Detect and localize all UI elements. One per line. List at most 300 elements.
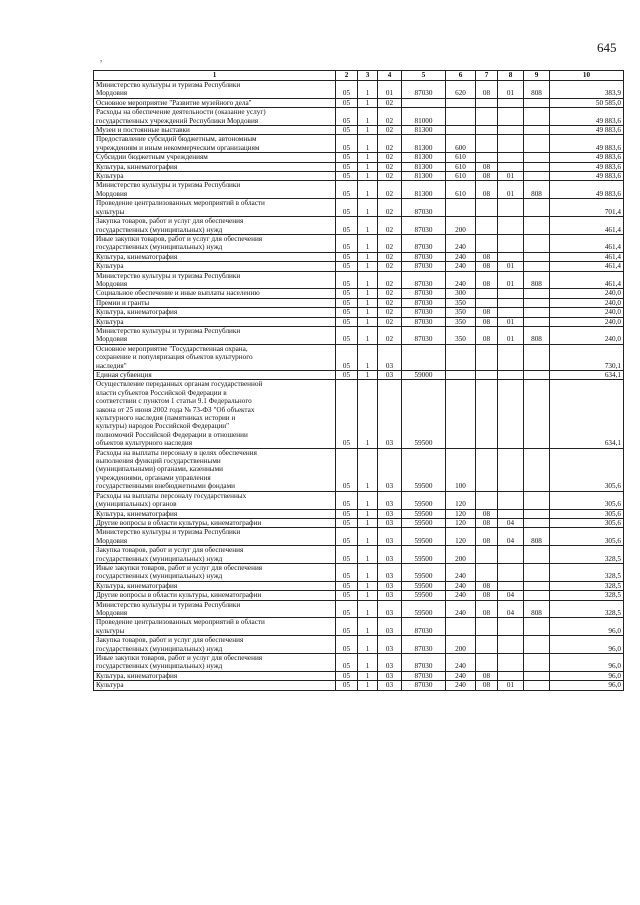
row-code-cell [524,98,550,107]
column-header: 9 [524,71,550,81]
row-code-cell: 1 [358,308,378,317]
table-row [94,199,624,217]
row-name-cell: Проведение централизованных мероприятий в области культуры [94,618,336,636]
table-row [94,271,624,289]
row-code-cell: 1 [358,326,378,344]
row-code-cell: 05 [336,153,358,162]
row-code-cell: 59500 [402,591,446,600]
row-code-cell [498,126,524,135]
row-name-cell: Министерство культуры и туризма Республики Мордовия [94,81,336,99]
row-code-cell: 1 [358,298,378,307]
row-code-cell: 05 [336,172,358,181]
table-row [94,563,624,581]
row-code-cell: 87030 [402,317,446,326]
row-code-cell: 03 [378,528,402,546]
row-code-cell: 240 [446,252,476,261]
row-code-cell [498,344,524,370]
table-row [94,380,624,448]
row-code-cell: 03 [378,563,402,581]
row-code-cell: 03 [378,344,402,370]
row-code-cell: 05 [336,344,358,370]
column-header: 5 [402,71,446,81]
row-code-cell [524,108,550,126]
row-code-cell: 03 [378,491,402,509]
row-code-cell: 808 [524,326,550,344]
row-code-cell: 05 [336,234,358,252]
row-code-cell: 01 [498,181,524,199]
row-code-cell: 05 [336,600,358,618]
row-code-cell: 87030 [402,252,446,261]
row-code-cell [524,344,550,370]
row-code-cell [498,491,524,509]
row-code-cell: 59000 [402,371,446,380]
row-code-cell: 120 [446,528,476,546]
row-code-cell [498,509,524,518]
row-code-cell: 1 [358,162,378,171]
row-code-cell: 05 [336,448,358,491]
row-code-cell: 350 [446,326,476,344]
row-amount-cell: 328,5 [550,546,624,564]
table-row [94,162,624,171]
row-amount-cell: 49 883,6 [550,126,624,135]
table-row [94,600,624,618]
row-code-cell [402,98,446,107]
row-code-cell: 02 [378,199,402,217]
table-row [94,298,624,307]
row-code-cell: 02 [378,308,402,317]
row-code-cell [446,618,476,636]
row-code-cell: 1 [358,518,378,527]
table-row [94,371,624,380]
row-code-cell: 808 [524,181,550,199]
row-amount-cell: 305,6 [550,518,624,527]
table-row [94,308,624,317]
row-code-cell: 05 [336,491,358,509]
row-code-cell: 808 [524,81,550,99]
row-code-cell: 1 [358,108,378,126]
row-name-cell: Министерство культуры и туризма Республики Мордовия [94,326,336,344]
row-amount-cell: 461,4 [550,271,624,289]
row-code-cell [498,252,524,261]
row-code-cell: 808 [524,528,550,546]
row-code-cell: 01 [498,271,524,289]
row-amount-cell: 49 883,6 [550,153,624,162]
row-code-cell: 59500 [402,491,446,509]
row-code-cell: 02 [378,172,402,181]
row-code-cell [476,108,498,126]
row-code-cell: 240 [446,600,476,618]
row-code-cell: 08 [476,326,498,344]
row-code-cell: 05 [336,217,358,235]
row-code-cell: 81300 [402,172,446,181]
budget-table [93,70,624,691]
row-code-cell [524,252,550,261]
row-code-cell: 87030 [402,271,446,289]
row-name-cell: Культура, кинематография [94,308,336,317]
row-code-cell [476,371,498,380]
row-code-cell: 02 [378,317,402,326]
row-code-cell: 03 [378,509,402,518]
row-code-cell: 1 [358,654,378,672]
row-code-cell: 120 [446,518,476,527]
row-code-cell: 02 [378,271,402,289]
row-code-cell: 08 [476,172,498,181]
row-code-cell: 87030 [402,326,446,344]
row-name-cell: Закупка товаров, работ и услуг для обеспечения государственных (муниципальных) нужд [94,636,336,654]
row-code-cell [524,491,550,509]
row-code-cell [524,289,550,298]
row-code-cell: 08 [476,181,498,199]
row-name-cell: Иные закупки товаров, работ и услуг для обеспечения государственных (муниципальных) нужд [94,563,336,581]
row-code-cell: 01 [498,317,524,326]
row-code-cell: 81300 [402,181,446,199]
row-code-cell: 05 [336,563,358,581]
row-amount-cell: 701,4 [550,199,624,217]
table-row [94,181,624,199]
row-name-cell: Осуществление переданных органам государственной власти субъектов Российской Федерации в соответствии с пунктом 1 статьи 9.1 Федерального закона от 25 июня 2002 года № 73-ФЗ "Об объектах культурного наследия (памятниках истории и культуры) народов Российской Федерации" полномочий Российской Федерации в отношении объектов культурного наследия [94,380,336,448]
row-code-cell [476,234,498,252]
row-code-cell: 59500 [402,380,446,448]
row-code-cell [476,199,498,217]
row-code-cell: 240 [446,681,476,690]
row-code-cell: 03 [378,380,402,448]
row-code-cell: 1 [358,581,378,590]
row-code-cell: 08 [476,681,498,690]
row-code-cell: 87030 [402,298,446,307]
row-code-cell: 81300 [402,153,446,162]
row-code-cell: 87030 [402,618,446,636]
row-code-cell: 04 [498,528,524,546]
table-row [94,217,624,235]
row-name-cell: Другие вопросы в области культуры, кинематографии [94,518,336,527]
row-code-cell [524,135,550,153]
row-code-cell: 05 [336,546,358,564]
row-amount-cell: 240,0 [550,308,624,317]
row-code-cell [446,344,476,370]
row-code-cell [524,563,550,581]
row-code-cell [476,380,498,448]
row-name-cell: Основное мероприятие "Государственная охрана, сохранение и популяризация объектов культурного наследия" [94,344,336,370]
row-code-cell: 05 [336,317,358,326]
row-code-cell: 59500 [402,518,446,527]
row-code-cell: 03 [378,591,402,600]
row-code-cell: 1 [358,618,378,636]
row-amount-cell: 49 883,6 [550,162,624,171]
row-name-cell: Другие вопросы в области культуры, кинематографии [94,591,336,600]
row-code-cell: 05 [336,126,358,135]
column-header: 8 [498,71,524,81]
row-code-cell [476,563,498,581]
row-code-cell [498,234,524,252]
row-code-cell [498,563,524,581]
row-code-cell: 350 [446,317,476,326]
row-name-cell: Предоставление субсидий бюджетным, автономным учреждениям и иным некоммерческим организациям [94,135,336,153]
row-code-cell [524,153,550,162]
column-header: 4 [378,71,402,81]
row-code-cell: 02 [378,135,402,153]
row-code-cell: 03 [378,581,402,590]
row-code-cell: 04 [498,518,524,527]
row-code-cell: 08 [476,671,498,680]
row-amount-cell: 96,0 [550,636,624,654]
table-row [94,591,624,600]
row-code-cell: 240 [446,581,476,590]
row-code-cell [498,546,524,564]
row-code-cell [446,98,476,107]
table-row [94,344,624,370]
row-name-cell: Закупка товаров, работ и услуг для обеспечения государственных (муниципальных) нужд [94,217,336,235]
row-code-cell: 350 [446,298,476,307]
table-row [94,135,624,153]
table-row [94,671,624,680]
row-code-cell: 1 [358,126,378,135]
row-code-cell: 01 [498,326,524,344]
row-code-cell: 1 [358,380,378,448]
row-amount-cell: 383,9 [550,81,624,99]
row-amount-cell: 96,0 [550,681,624,690]
row-code-cell [446,380,476,448]
row-amount-cell: 305,6 [550,509,624,518]
row-amount-cell: 730,1 [550,344,624,370]
row-code-cell: 87030 [402,671,446,680]
row-code-cell: 1 [358,217,378,235]
row-code-cell [524,234,550,252]
row-code-cell: 1 [358,98,378,107]
row-code-cell [476,217,498,235]
row-amount-cell: 240,0 [550,289,624,298]
row-code-cell: 600 [446,135,476,153]
row-code-cell: 240 [446,654,476,672]
row-code-cell: 02 [378,108,402,126]
row-code-cell: 240 [446,671,476,680]
row-code-cell: 59500 [402,509,446,518]
row-amount-cell: 305,6 [550,448,624,491]
row-amount-cell: 96,0 [550,654,624,672]
row-code-cell: 02 [378,162,402,171]
row-name-cell: Министерство культуры и туризма Республики Мордовия [94,271,336,289]
row-code-cell: 1 [358,262,378,271]
row-amount-cell: 461,4 [550,217,624,235]
row-code-cell [524,371,550,380]
row-code-cell: 05 [336,181,358,199]
row-code-cell: 08 [476,308,498,317]
row-code-cell [498,217,524,235]
row-code-cell [498,199,524,217]
row-code-cell: 02 [378,326,402,344]
row-code-cell: 05 [336,371,358,380]
row-name-cell: Расходы на обеспечение деятельности (оказание услуг) государственных учреждений Республики Мордовия [94,108,336,126]
row-code-cell [476,344,498,370]
row-code-cell: 03 [378,546,402,564]
table-row [94,654,624,672]
row-name-cell: Расходы на выплаты персоналу государственных (муниципальных) органов [94,491,336,509]
row-name-cell: Министерство культуры и туризма Республики Мордовия [94,600,336,618]
row-amount-cell: 305,6 [550,528,624,546]
row-code-cell [524,448,550,491]
row-code-cell: 81000 [402,108,446,126]
row-code-cell: 1 [358,448,378,491]
row-code-cell: 05 [336,618,358,636]
row-code-cell: 08 [476,317,498,326]
row-name-cell: Министерство культуры и туризма Республики Мордовия [94,181,336,199]
row-code-cell: 1 [358,491,378,509]
row-code-cell: 81300 [402,162,446,171]
row-code-cell: 1 [358,528,378,546]
row-code-cell: 240 [446,262,476,271]
row-code-cell: 610 [446,162,476,171]
table-row [94,172,624,181]
row-code-cell: 05 [336,636,358,654]
row-code-cell: 02 [378,262,402,271]
row-code-cell [524,262,550,271]
row-amount-cell: 240,0 [550,317,624,326]
row-code-cell: 1 [358,371,378,380]
table-header-row [94,71,624,81]
row-code-cell: 1 [358,234,378,252]
row-code-cell [476,654,498,672]
row-code-cell: 03 [378,371,402,380]
row-amount-cell: 328,5 [550,581,624,590]
row-code-cell [446,371,476,380]
row-code-cell: 1 [358,81,378,99]
row-code-cell: 1 [358,135,378,153]
row-name-cell: Расходы на выплаты персоналу в целях обеспечения выполнения функций государственными (муниципальными) органами, казенными учреждениями, органами управления государственными внебюджетными фондами [94,448,336,491]
row-code-cell [524,308,550,317]
row-code-cell: 05 [336,98,358,107]
row-code-cell [498,636,524,654]
row-amount-cell: 49 883,6 [550,108,624,126]
row-code-cell [524,681,550,690]
row-amount-cell: 49 883,6 [550,135,624,153]
row-code-cell [524,671,550,680]
row-amount-cell: 634,1 [550,371,624,380]
row-code-cell [476,153,498,162]
column-header: 7 [476,71,498,81]
row-code-cell: 02 [378,153,402,162]
row-name-cell: Иные закупки товаров, работ и услуг для обеспечения государственных (муниципальных) нужд [94,234,336,252]
row-code-cell: 120 [446,509,476,518]
row-code-cell [524,172,550,181]
row-code-cell [498,135,524,153]
row-code-cell: 87030 [402,234,446,252]
table-row [94,317,624,326]
row-code-cell: 610 [446,153,476,162]
row-code-cell: 05 [336,81,358,99]
row-amount-cell: 305,6 [550,491,624,509]
row-amount-cell: 96,0 [550,618,624,636]
table-row [94,636,624,654]
row-code-cell: 59500 [402,448,446,491]
row-code-cell: 01 [498,81,524,99]
row-code-cell: 59500 [402,600,446,618]
row-name-cell: Социальное обеспечение и иные выплаты населению [94,289,336,298]
row-code-cell: 610 [446,181,476,199]
row-name-cell: Культура, кинематография [94,162,336,171]
row-code-cell [498,654,524,672]
row-amount-cell: 240,0 [550,298,624,307]
row-code-cell: 1 [358,344,378,370]
row-code-cell: 08 [476,252,498,261]
row-name-cell: Культура [94,317,336,326]
row-name-cell: Иные закупки товаров, работ и услуг для обеспечения государственных (муниципальных) нужд [94,654,336,672]
table-row [94,509,624,518]
row-name-cell: Культура, кинематография [94,581,336,590]
row-code-cell [498,162,524,171]
row-code-cell [498,289,524,298]
row-code-cell [524,636,550,654]
row-code-cell: 05 [336,135,358,153]
row-code-cell: 05 [336,654,358,672]
row-code-cell: 01 [378,81,402,99]
row-code-cell [524,546,550,564]
row-code-cell: 05 [336,108,358,126]
table-row [94,518,624,527]
row-code-cell [498,108,524,126]
table-row [94,81,624,99]
row-code-cell [476,126,498,135]
row-code-cell: 100 [446,448,476,491]
row-code-cell [498,98,524,107]
row-code-cell: 02 [378,126,402,135]
row-code-cell: 350 [446,308,476,317]
row-code-cell [476,491,498,509]
row-code-cell: 1 [358,681,378,690]
row-code-cell: 02 [378,298,402,307]
row-code-cell: 1 [358,271,378,289]
table-row [94,528,624,546]
row-code-cell: 05 [336,308,358,317]
row-code-cell: 03 [378,681,402,690]
row-code-cell: 87030 [402,262,446,271]
row-name-cell: Культура, кинематография [94,252,336,261]
row-code-cell: 08 [476,581,498,590]
row-code-cell [498,448,524,491]
row-code-cell: 87030 [402,81,446,99]
table-row [94,681,624,690]
table-row [94,153,624,162]
row-code-cell [446,199,476,217]
row-amount-cell: 96,0 [550,671,624,680]
table-body [94,81,624,691]
row-code-cell: 240 [446,563,476,581]
row-code-cell: 08 [476,509,498,518]
row-code-cell: 02 [378,217,402,235]
table-row [94,491,624,509]
row-code-cell: 05 [336,681,358,690]
row-code-cell [498,308,524,317]
row-name-cell: Закупка товаров, работ и услуг для обеспечения государственных (муниципальных) нужд [94,546,336,564]
row-code-cell: 81300 [402,135,446,153]
page-number: 645 [597,40,617,55]
row-code-cell [524,618,550,636]
row-code-cell: 240 [446,234,476,252]
row-code-cell: 03 [378,600,402,618]
row-name-cell: Культура [94,262,336,271]
column-header: 10 [550,71,624,81]
row-code-cell: 1 [358,591,378,600]
row-code-cell: 05 [336,162,358,171]
row-code-cell: 87030 [402,217,446,235]
row-amount-cell: 634,1 [550,380,624,448]
row-code-cell: 87030 [402,308,446,317]
row-code-cell: 02 [378,252,402,261]
row-amount-cell: 328,5 [550,600,624,618]
row-code-cell: 08 [476,81,498,99]
row-code-cell: 59500 [402,581,446,590]
row-code-cell: 59500 [402,528,446,546]
row-code-cell [476,546,498,564]
table-row [94,126,624,135]
